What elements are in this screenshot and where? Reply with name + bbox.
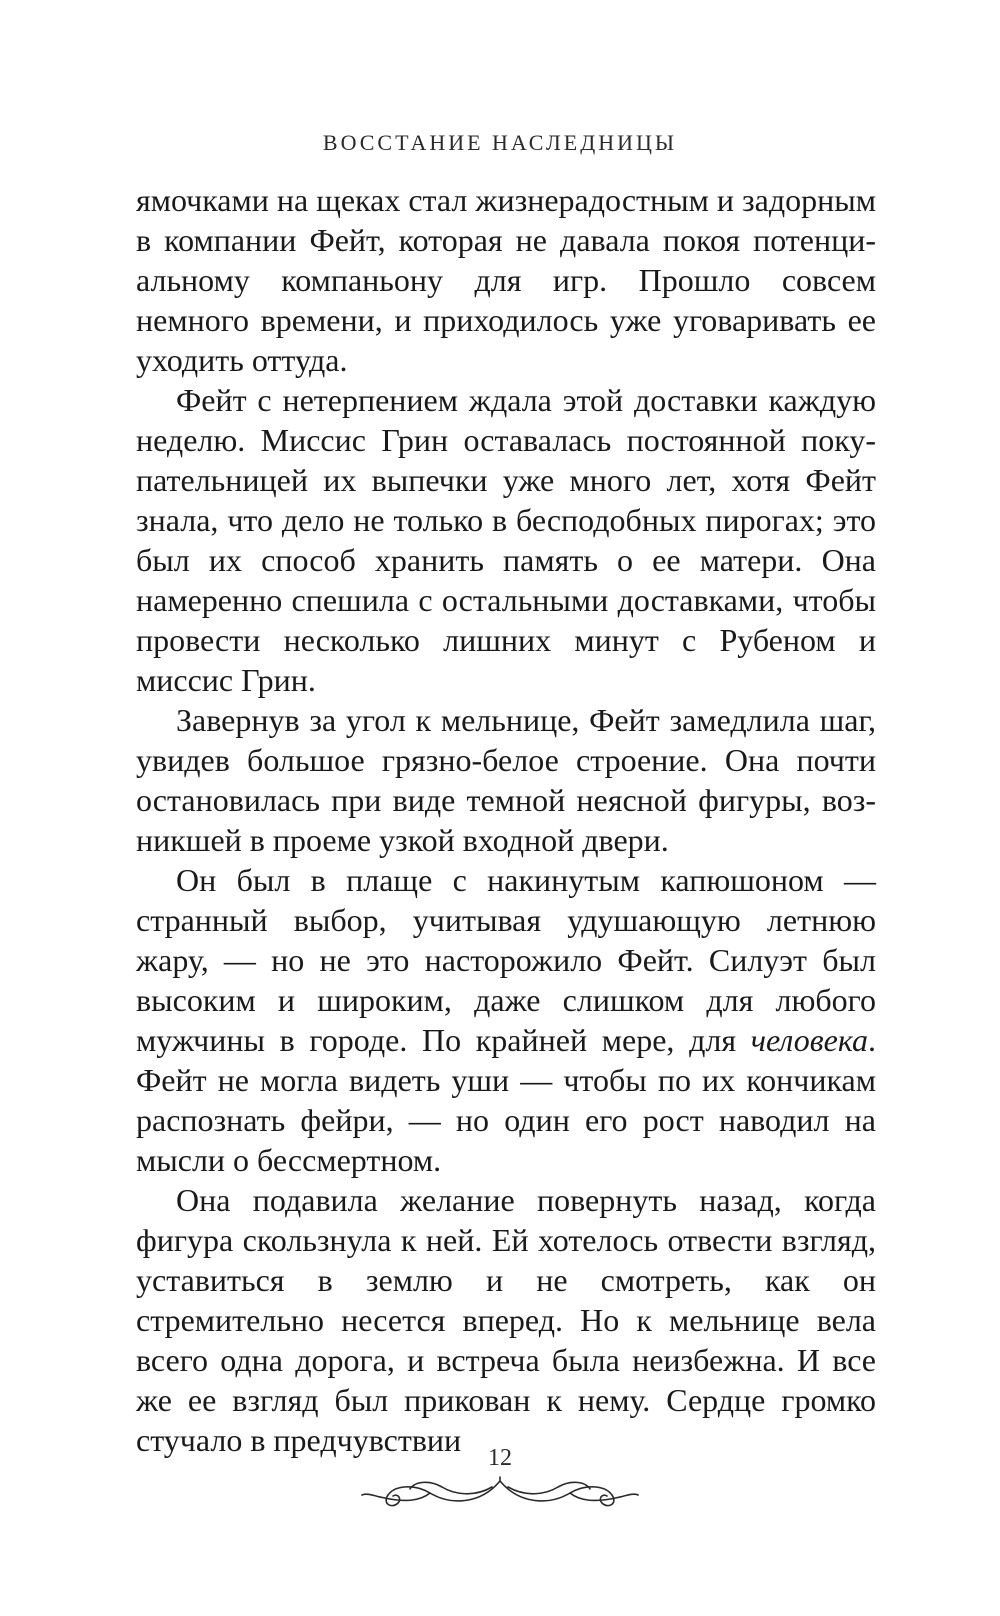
body-text: [136, 180, 876, 1460]
paragraph-3: Завернув за угол к мельнице, Фейт замедлила шаг, увидев большое грязно-белое строение. Она почти остановилась при виде темной неясной фигуры, возникшей в проеме узкой входной двери.: [136, 702, 876, 858]
paragraph-4-emphasis: человека: [750, 1022, 868, 1058]
page-number: 12: [488, 1445, 512, 1471]
running-head: ВОССТАНИЕ НАСЛЕДНИЦЫ: [322, 130, 678, 155]
paragraph-4-part-2: . Фейт не могла видеть уши — чтобы по их кончикам распознать фейри, — но один его рост наводил на мысли о бессмертном.: [136, 1022, 876, 1178]
page-footer: [0, 1445, 1000, 1515]
paragraph-4-part-1: Он был в плаще с накинутым капюшоном — странный выбор, учитывая удушающую летнюю жару, — но не это насторожило Фейт. Силуэт был высоким и широким, даже слишком для любого мужчины в городе. По крайней мере, для: [136, 862, 876, 1058]
paragraph-2: Фейт с нетерпением ждала этой доставки каждую неделю. Миссис Грин оставалась постоянной покупательницей их выпечки уже много лет, хотя Фейт знала, что дело не только в бесподобных пирогах; это был их способ хранить память о ее матери. Она намеренно спешила с остальными доставками, чтобы провести несколько лишних минут с Рубеном и миссис Грин.: [136, 382, 876, 698]
paragraph-4: [136, 860, 876, 1180]
paragraph-1: ямочками на щеках стал жизнерадостным и задорным в компании Фейт, которая не давала покоя потенциальному компаньону для игр. Прошло совсем немного времени, и приходилось уже уговаривать ее уходить оттуда.: [136, 182, 877, 378]
paragraph-5: Она подавила желание повернуть назад, когда фигура скользнула к ней. Ей хотелось отвести взгляд, уставиться в землю и не смотреть, как он стремительно несется вперед. Но к мельнице вела всего одна дорога, и встреча была неизбежна. И все же ее взгляд был прикован к нему. Сердце громко стучало в предчувствии: [136, 1182, 876, 1458]
flourish-ornament-icon: [360, 1471, 640, 1515]
